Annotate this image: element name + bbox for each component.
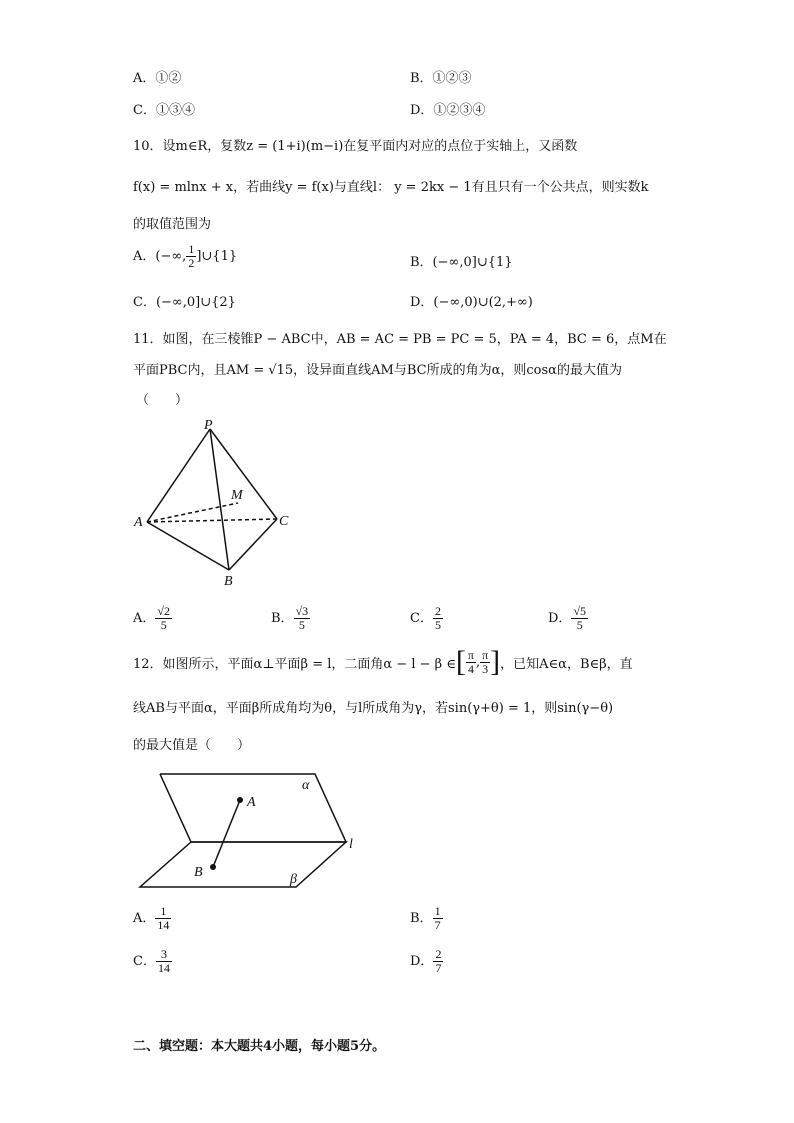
section-2-heading: 二、填空题：本大题共4小题，每小题5分。: [133, 1039, 386, 1054]
label-alpha: α: [302, 778, 310, 793]
q12-dihedral-figure: [130, 765, 370, 895]
point-b: [210, 864, 216, 870]
fraction-numerator: 3: [156, 948, 172, 962]
q12-line1-pre: 12．如图所示，平面α⊥平面β = l，二面角α − l − β ∈: [133, 656, 456, 672]
q10-line3: 的取值范围为: [133, 217, 212, 232]
fraction-denominator: 5: [160, 618, 167, 632]
fraction-numerator: √5: [573, 604, 587, 618]
q9-option-d: D．①②③④: [410, 103, 486, 118]
fraction-numerator: 2: [434, 604, 441, 618]
q10-option-a: [133, 243, 237, 270]
label-c: C: [279, 514, 289, 529]
q11-option-c-fraction: [433, 605, 443, 632]
q12-interval-lower: [466, 649, 476, 676]
q9-option-a: A．①②: [133, 71, 182, 86]
q10-option-a-fraction: [186, 243, 196, 270]
fraction-numerator: 1: [155, 905, 171, 919]
segment-am-hidden: [147, 503, 238, 522]
label-beta: β: [290, 872, 297, 887]
label-p: P: [204, 418, 213, 433]
fraction-denominator: 7: [434, 918, 441, 932]
edge-bc: [229, 519, 277, 570]
plane-beta: [140, 842, 346, 887]
fraction-denominator: 7: [435, 961, 442, 975]
q11-option-c-label: C．: [410, 611, 433, 626]
q11-option-b-fraction: [294, 605, 311, 632]
q10-option-d: D．(−∞,0)∪(2,+∞): [410, 295, 533, 310]
comma-icon: ,: [475, 654, 481, 670]
edge-ab: [147, 522, 229, 570]
q10-option-a-pre: (−∞,: [155, 249, 187, 264]
q10-option-b: B．(−∞,0]∪{1}: [410, 255, 513, 270]
q12-interval-upper: [480, 649, 490, 676]
q12-option-b-fraction: [433, 905, 443, 932]
q10-line2: f(x) = mlnx + x，若曲线y = f(x)与直线l： y = 2kx − 1有且只有一个公共点，则实数k: [133, 180, 649, 195]
left-bracket-icon: [: [455, 645, 466, 678]
q12-option-c-label: C．: [133, 954, 156, 969]
q12-line1: [133, 647, 633, 677]
q11-option-a: [133, 605, 172, 632]
fraction-numerator: √2: [157, 604, 170, 618]
segment-ab: [213, 800, 240, 867]
q12-option-c-fraction: [156, 948, 172, 975]
label-b: B: [194, 865, 203, 880]
fraction-denominator: 4: [467, 661, 474, 676]
q12-option-a: [133, 905, 171, 932]
fraction-denominator: 5: [298, 618, 305, 632]
fraction-denominator: 3: [482, 661, 489, 676]
edge-pa: [147, 429, 210, 522]
q11-option-c: [410, 605, 443, 632]
q11-option-b: [271, 605, 310, 632]
fraction-denominator: 14: [157, 961, 170, 975]
q11-option-d-label: D．: [548, 611, 572, 626]
fraction-denominator: 14: [157, 918, 170, 932]
q12-line3: 的最大值是（ ）: [133, 738, 251, 753]
q11-option-b-label: B．: [271, 611, 294, 626]
q12-option-d-fraction: [433, 948, 443, 975]
q12-option-d: [410, 948, 443, 975]
q11-line1: 11．如图，在三棱锥P − ABC中，AB = AC = PB = PC = 5，PA = 4，BC = 6，点M在: [133, 332, 667, 347]
label-b: B: [224, 574, 233, 589]
q10-line1: 10．设m∈R，复数z = (1+i)(m−i)在复平面内对应的点位于实轴上，又函数: [133, 139, 578, 154]
q12-option-b-label: B．: [410, 911, 433, 926]
q11-option-d: [548, 605, 588, 632]
q11-line2: 平面PBC内，且AM = √15，设异面直线AM与BC所成的角为α，则cosα的最大值为: [133, 363, 622, 378]
fraction-denominator: 5: [434, 618, 441, 632]
fraction-numerator: π: [467, 647, 474, 662]
label-a: A: [134, 515, 143, 530]
label-a: A: [247, 795, 256, 810]
q12-line2: 线AB与平面α，平面β所成角均为θ，与l所成角为γ，若sin(γ+θ) = 1，则sin(γ−θ): [133, 701, 614, 716]
q12-option-a-fraction: [155, 905, 171, 932]
q12-line1-post: ，已知A∈α，B∈β，直: [500, 656, 633, 672]
label-m: M: [231, 488, 243, 503]
q11-tetrahedron-figure: [130, 415, 310, 590]
q10-option-a-post: ]∪{1}: [196, 249, 238, 264]
q9-option-c: C．①③④: [133, 103, 195, 118]
q9-option-b: B．①②③: [410, 71, 472, 86]
fraction-numerator: √3: [295, 604, 309, 618]
q11-option-a-label: A．: [133, 611, 156, 626]
q10-option-c: C．(−∞,0]∪{2}: [133, 295, 236, 310]
q12-option-a-label: A．: [133, 911, 156, 926]
edge-ac-hidden: [147, 519, 277, 522]
fraction-numerator: 1: [434, 904, 441, 918]
fraction-denominator: 2: [188, 256, 195, 270]
fraction-denominator: 5: [576, 618, 583, 632]
fraction-numerator: 1: [188, 242, 195, 256]
fraction-numerator: π: [482, 647, 489, 662]
q11-option-d-fraction: [571, 605, 588, 632]
fraction-numerator: 2: [435, 947, 442, 961]
q12-option-d-label: D．: [410, 954, 434, 969]
q12-option-b: [410, 905, 443, 932]
point-a: [237, 797, 243, 803]
right-bracket-icon: ]: [490, 645, 501, 678]
q10-option-a-label: A．: [133, 249, 156, 264]
q11-line3: （ ）: [136, 393, 189, 408]
label-l: l: [349, 837, 353, 852]
q12-option-c: [133, 948, 172, 975]
q11-option-a-fraction: [155, 605, 172, 632]
